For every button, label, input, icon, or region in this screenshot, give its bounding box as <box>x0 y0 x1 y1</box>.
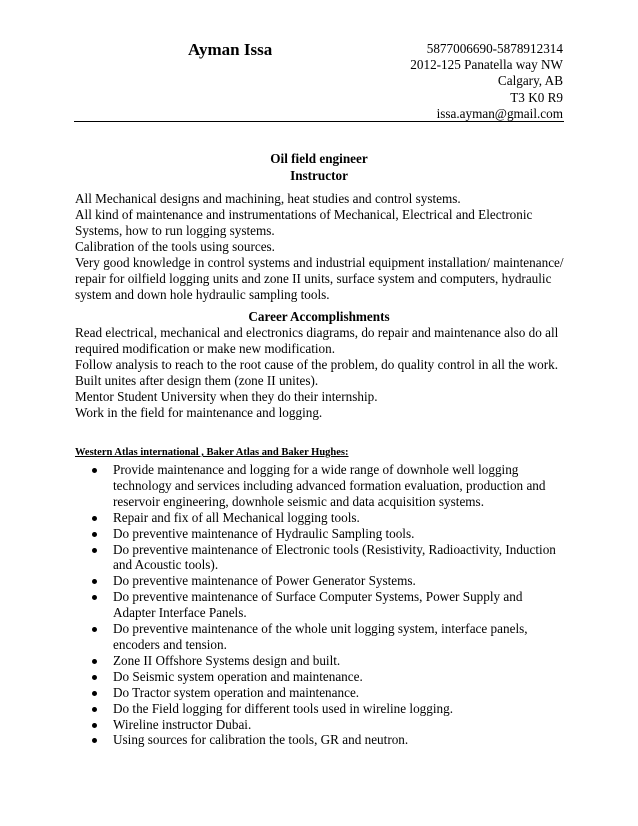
list-item <box>75 732 565 748</box>
list-item-text: Wireline instructor Dubai. <box>113 716 252 732</box>
title-instructor: Instructor <box>290 167 348 183</box>
bullet-icon <box>92 468 97 473</box>
career-line: Built unites after design them (zone II unites). <box>75 373 319 388</box>
summary-line: All kind of maintenance and instrumentations of Mechanical, Electrical and Electronic Systems, how to run logging systems. <box>75 207 533 238</box>
list-item <box>75 462 565 510</box>
postal-code: T3 K0 R9 <box>510 89 563 105</box>
list-item-text: Do preventive maintenance of Surface Computer Systems, Power Supply and Adapter Interface Panels. <box>113 589 523 621</box>
list-item <box>75 589 565 621</box>
bullet-icon <box>92 738 97 743</box>
career-line: Read electrical, mechanical and electronics diagrams, do repair and maintenance also do all required modification or make new modification. <box>75 325 559 356</box>
list-item-text: Do preventive maintenance of Power Generator Systems. <box>113 573 416 589</box>
career-section <box>75 325 565 421</box>
bullet-icon <box>92 659 97 664</box>
list-item-text: Provide maintenance and logging for a wide range of downhole well logging technology and services including advanced formation evaluation, production and reservoir engineering, downhole seismic and data acquisition systems. <box>113 462 546 509</box>
summary-line: Calibration of the tools using sources. <box>75 239 275 254</box>
list-item <box>75 685 565 701</box>
job-titles <box>74 151 564 184</box>
list-item <box>75 653 565 669</box>
contact-block <box>410 41 563 122</box>
email-address: issa.ayman@gmail.com <box>436 105 563 121</box>
bullet-icon <box>92 579 97 584</box>
list-item-text: Do preventive maintenance of Electronic tools (Resistivity, Radioactivity, Induction and Acoustic tools). <box>113 541 556 573</box>
bullet-icon <box>92 723 97 728</box>
bullet-icon <box>92 627 97 632</box>
list-item <box>75 573 565 589</box>
list-item <box>75 526 565 542</box>
list-item-text: Repair and fix of all Mechanical logging tools. <box>113 509 360 525</box>
list-item-text: Using sources for calibration the tools, GR and neutron. <box>113 732 409 748</box>
candidate-name: Ayman Issa <box>188 40 273 59</box>
bullet-icon <box>92 691 97 696</box>
experience-list <box>75 462 565 748</box>
summary-line: All Mechanical designs and machining, heat studies and control systems. <box>75 191 461 206</box>
bullet-icon <box>92 595 97 600</box>
title-oil-field-engineer: Oil field engineer <box>270 151 368 166</box>
address-line: 2012-125 Panatella way NW <box>410 57 563 73</box>
list-item-text: Zone II Offshore Systems design and built. <box>113 652 341 668</box>
list-item-text: Do preventive maintenance of Hydraulic Sampling tools. <box>113 525 415 541</box>
employer-heading: Western Atlas international , Baker Atlas and Baker Hughes: <box>75 447 349 458</box>
list-item <box>75 510 565 526</box>
bullet-icon <box>92 707 97 712</box>
career-heading: Career Accomplishments <box>248 309 390 324</box>
career-line: Mentor Student University when they do their internship. <box>75 389 378 404</box>
career-line: Follow analysis to reach to the root cause of the problem, do quality control in all the work. <box>75 357 559 372</box>
list-item-text: Do preventive maintenance of the whole unit logging system, interface panels, encoders and tension. <box>113 621 528 652</box>
summary-section <box>75 191 565 303</box>
city-line: Calgary, AB <box>497 73 563 89</box>
list-item-text: Do Seismic system operation and maintenance. <box>113 668 363 684</box>
list-item <box>75 542 565 574</box>
phone-numbers: 5877006690-5878912314 <box>426 41 563 56</box>
list-item <box>75 669 565 685</box>
career-line: Work in the field for maintenance and logging. <box>75 405 323 420</box>
summary-line: Very good knowledge in control systems and industrial equipment installation/ maintenance/ repair for oilfield logging units and zone II units, surface system and computers, hydraulic system and down hole hydraulic sampling tools. <box>75 255 564 302</box>
list-item <box>75 701 565 717</box>
bullet-icon <box>92 532 97 537</box>
bullet-icon <box>92 675 97 680</box>
list-item <box>75 717 565 733</box>
list-item-text: Do Tractor system operation and maintenance. <box>113 684 360 700</box>
header-divider <box>74 121 564 122</box>
bullet-icon <box>92 548 97 553</box>
list-item <box>75 621 565 653</box>
bullet-icon <box>92 516 97 521</box>
list-item-text: Do the Field logging for different tools used in wireline logging. <box>113 700 454 716</box>
